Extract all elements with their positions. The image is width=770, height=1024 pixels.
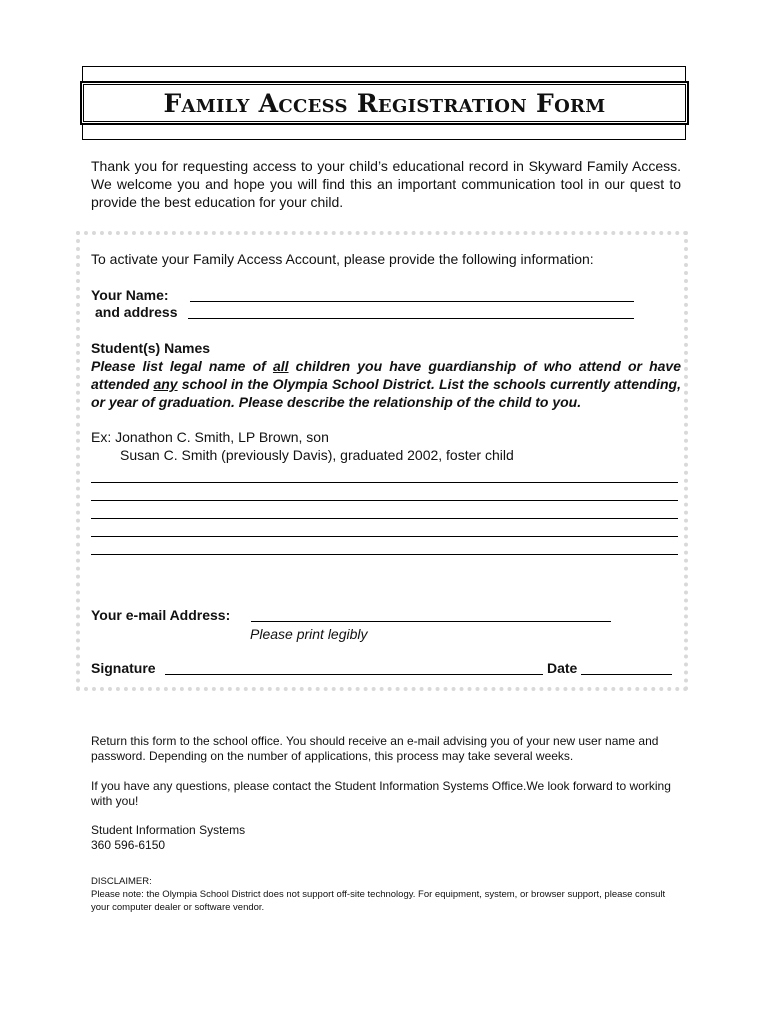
intro-paragraph: Thank you for requesting access to your child’s educational record in Skyward Family Access. We welcome you and hope you will find this an important communication tool in our quest to provide the best education for your child. <box>91 158 681 210</box>
student-entry-line[interactable] <box>91 482 678 483</box>
signature-field[interactable] <box>165 674 543 675</box>
date-field[interactable] <box>581 674 672 675</box>
student-entry-line[interactable] <box>91 554 678 555</box>
example-line-1: Ex: Jonathon C. Smith, LP Brown, son <box>91 429 329 445</box>
office-name: Student Information Systems <box>91 823 246 837</box>
email-label: Your e-mail Address: <box>91 607 231 623</box>
return-instructions: Return this form to the school office. You should receive an e-mail advising you of your new user name and password. Depending on the number of applications, this process may take several weeks. <box>91 734 659 763</box>
disclaimer-text: Please note: the Olympia School District does not support off-site technology. For equipment, system, or browser support, please consult your computer dealer or software vendor. <box>91 889 666 913</box>
instructions-text-3: school in the Olympia School District. List the schools currently attending, or year of graduation. Please describe the relationship of the child to you. <box>91 376 681 410</box>
instructions-text-1: Please list legal name of <box>91 358 273 374</box>
students-instructions <box>91 357 681 411</box>
questions-text: If you have any questions, please contact the Student Information Systems Office.We look forward to working with you! <box>91 779 671 808</box>
title-box <box>80 81 689 125</box>
student-entry-line[interactable] <box>91 500 678 501</box>
students-heading: Student(s) Names <box>91 340 211 356</box>
name-label: Your Name: <box>91 287 169 303</box>
name-field[interactable] <box>190 301 634 302</box>
student-entry-line[interactable] <box>91 518 678 519</box>
address-label: and address <box>95 304 178 320</box>
office-phone: 360 596-6150 <box>91 838 166 852</box>
student-entry-line[interactable] <box>91 536 678 537</box>
signature-label: Signature <box>91 660 156 676</box>
example-line-2: Susan C. Smith (previously Davis), graduated 2002, foster child <box>120 447 514 463</box>
form-instruction: To activate your Family Access Account, please provide the following information: <box>91 251 594 267</box>
date-label: Date <box>547 660 578 676</box>
disclaimer-label: DISCLAIMER: <box>91 876 152 887</box>
email-field[interactable] <box>251 621 611 622</box>
instructions-emphasis-any: any <box>153 376 178 392</box>
email-hint: Please print legibly <box>250 626 368 642</box>
address-field[interactable] <box>188 318 634 319</box>
instructions-text-2: children you have guardianship of who attend or have attended <box>91 358 681 392</box>
instructions-emphasis-all: all <box>272 358 289 374</box>
page-title: Family Access Registration Form <box>163 88 606 118</box>
